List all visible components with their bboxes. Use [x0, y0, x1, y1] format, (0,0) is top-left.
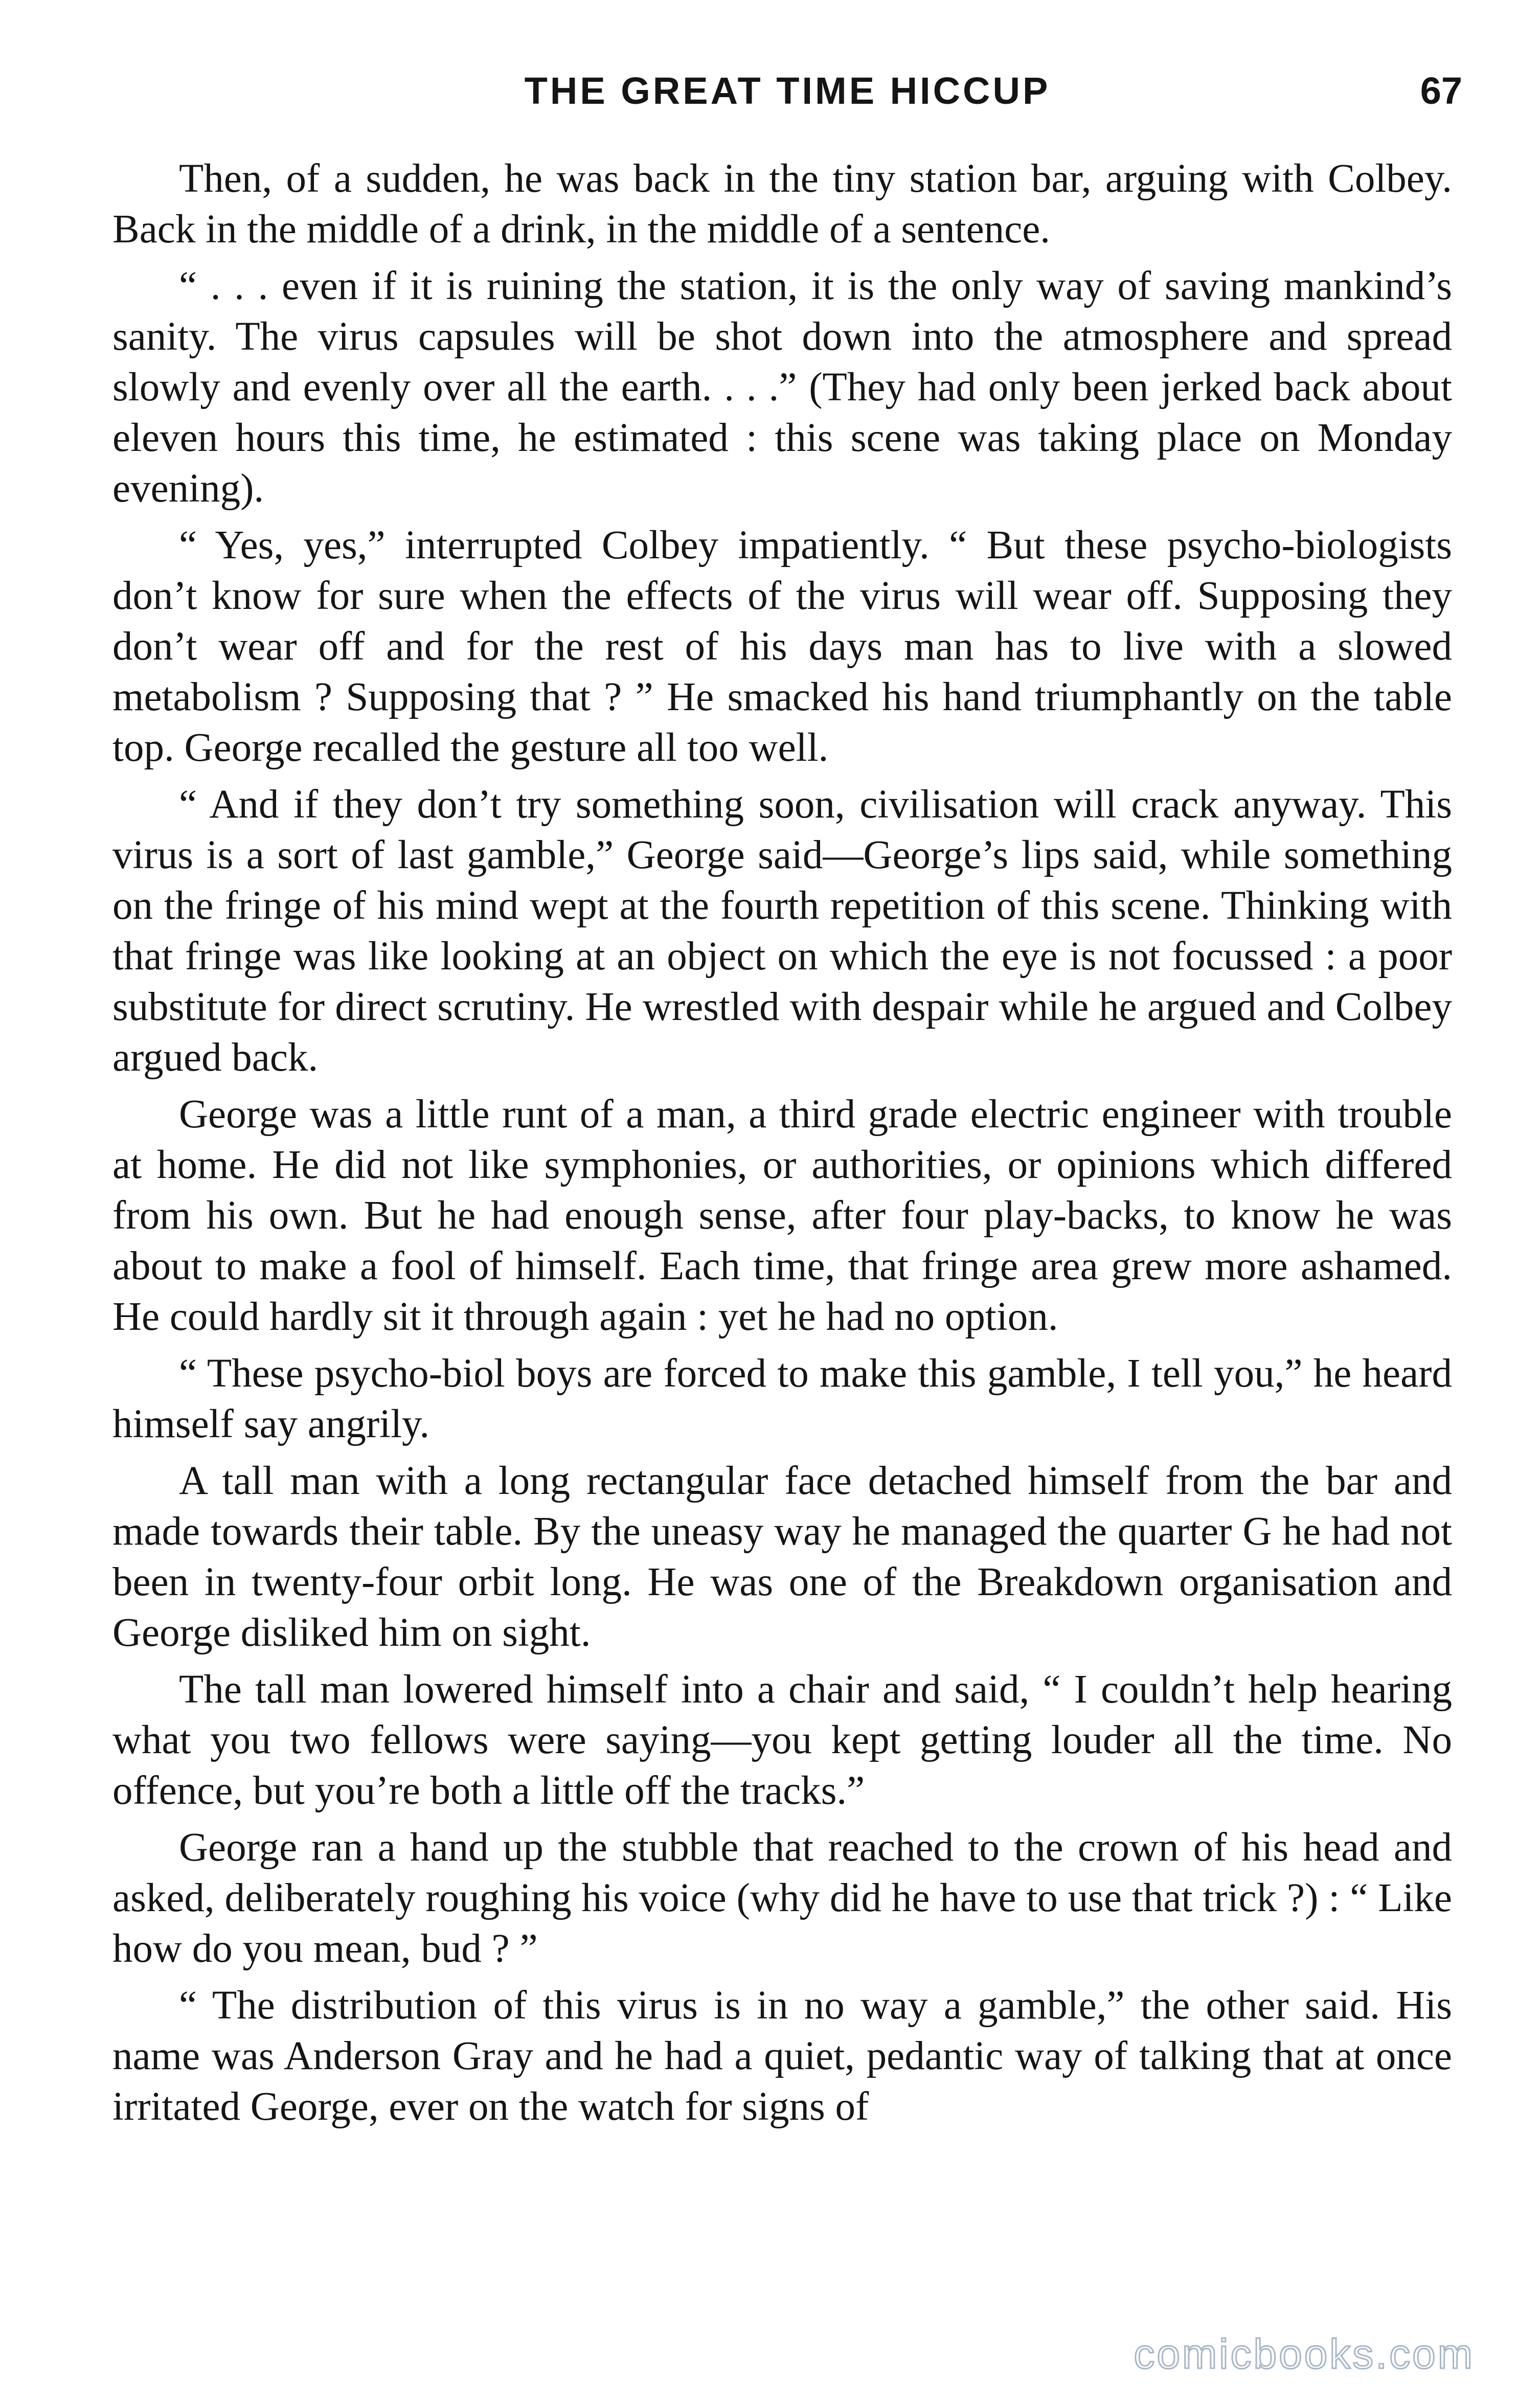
story-body [112, 153, 1452, 2138]
paragraph-10: “ The distribution of this virus is in no way a gamble,” the other said. His name was Anderson Gray and he had a quiet, pedantic way of talking that at once irritated George, ever on the watch for signs of [112, 1983, 1452, 2129]
paragraph-2: “ . . . even if it is ruining the station, it is the only way of saving mankind’s sanity. The virus capsules will be shot down into the atmosphere and spread slowly and evenly over all the earth. . . .” (They had only been jerked back about eleven hours this time, he estimated : this scene was taking place on Monday evening). [112, 264, 1452, 511]
paragraph-1: Then, of a sudden, he was back in the tiny station bar, arguing with Colbey. Back in the middle of a drink, in the middle of a sentence. [112, 156, 1452, 252]
page-header [112, 60, 1462, 122]
page-number: 67 [1420, 70, 1462, 112]
paragraph-3: “ Yes, yes,” interrupted Colbey impatiently. “ But these psycho-biologists don’t know for sure when the effects of the virus will wear off. Supposing they don’t wear off and for the rest of his days man has to live with a slowed metabolism ? Supposing that ? ” He smacked his hand triumphantly on the table top. George recalled the gesture all too well. [112, 523, 1452, 770]
running-title: THE GREAT TIME HICCUP [524, 70, 1051, 112]
paragraph-6: “ These psycho-biol boys are forced to make this gamble, I tell you,” he heard himself say angrily. [112, 1351, 1452, 1446]
watermark: comicbooks.com [1134, 2331, 1475, 2377]
paragraph-7: A tall man with a long rectangular face detached himself from the bar and made towards their table. By the uneasy way he managed the quarter G he had not been in twenty-four orbit long. He was one of the Breakdown organisation and George disliked him on sight. [112, 1459, 1452, 1655]
paragraph-5: George was a little runt of a man, a third grade electric engineer with trouble at home. He did not like symphonies, or authorities, or opinions which differed from his own. But he had enough sense, after four play-backs, to know he was about to make a fool of himself. Each time, that fringe area grew more ashamed. He could hardly sit it through again : yet he had no option. [112, 1092, 1452, 1339]
paragraph-9: George ran a hand up the stubble that reached to the crown of his head and asked, deliberately roughing his voice (why did he have to use that trick ?) : “ Like how do you mean, bud ? ” [112, 1825, 1452, 1971]
paragraph-8: The tall man lowered himself into a chair and said, “ I couldn’t help hearing what you two fellows were saying—you kept getting louder all the time. No offence, but you’re both a little off the tracks.” [112, 1667, 1452, 1813]
paragraph-4: “ And if they don’t try something soon, civilisation will crack anyway. This virus is a sort of last gamble,” George said—George’s lips said, while something on the fringe of his mind wept at the fourth repetition of this scene. Thinking with that fringe was like looking at an object on which the eye is not focussed : a poor substitute for direct scrutiny. He wrestled with despair while he argued and Colbey argued back. [112, 782, 1452, 1080]
